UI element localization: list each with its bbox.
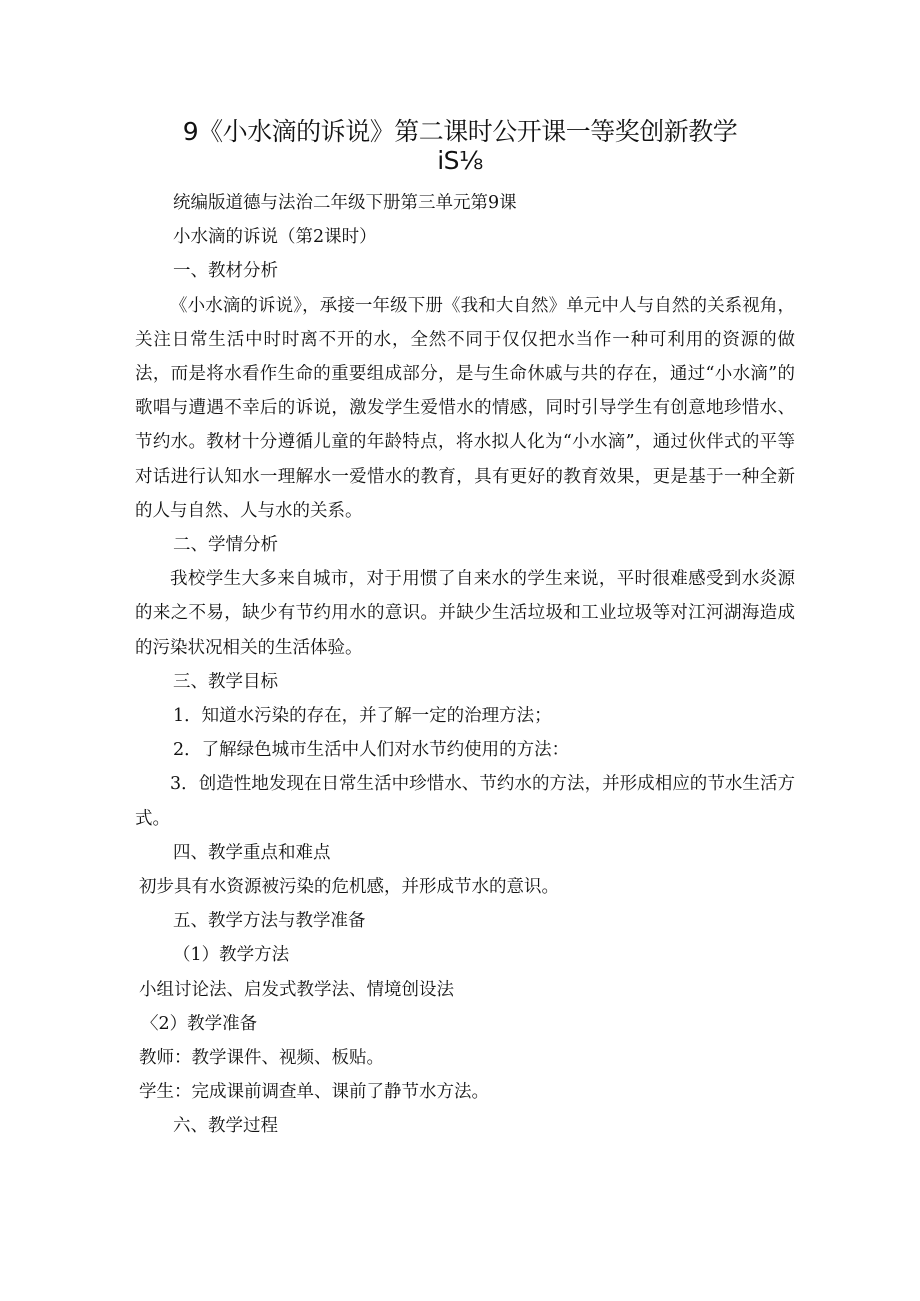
section-heading-student-analysis: 二、学情分析	[173, 535, 278, 556]
teacher-preparation: 教师：教学课件、视频、板贴。	[139, 1048, 384, 1069]
goal-item-1: 1．知道水污染的存在，并了解一定的治理方法；	[173, 706, 552, 727]
section-heading-methods: 五、教学方法与教学准备	[173, 911, 366, 932]
paragraph-teaching-methods: 小组讨论法、启发式教学法、情境创设法	[139, 979, 454, 1000]
section-heading-teaching-process: 六、教学过程	[173, 1116, 278, 1137]
paragraph-key-points: 初步具有水资源被污染的危机感，并形成节水的意识。	[139, 877, 559, 898]
document-body	[135, 186, 795, 1144]
section-heading-teaching-goals: 三、教学目标	[173, 671, 278, 692]
paragraph-student-analysis: 我校学生大多来自城市，对于用惯了自来水的学生来说，平时很难感受到水炎源的来之不易，缺少有节约用水的意识。并缺少生活垃圾和工业垃圾等对江河湖海造成的污染状况相关的生活体验。	[135, 569, 795, 658]
paragraph-textbook-analysis: 《小水滴的诉说》，承接一年级下册《我和大自然》单元中人与自然的关系视角，关注日常生活中时时离不开的水，全然不同于仅仅把水当作一种可利用的资源的做法，而是将水看作生命的重要组成部分，是与生命休戚与共的存在，通过“小水滴”的歌唱与遭遇不幸后的诉说，激发学生爱惜水的情感，同时引导学生有创意地珍惜水、节约水。教材十分遵循儿童的年龄特点，将水拟人化为“小水滴”，通过伙伴式的平等对话进行认知水一理解水一爱惜水的教育，具有更好的教育效果，更是基于一种全新的人与自然、人与水的关系。	[135, 295, 795, 521]
student-preparation: 学生：完成课前调查单、课前了静节水方法。	[139, 1082, 489, 1103]
goal-item-3: 3．创造性地发现在日常生活中珍惜水、节约水的方法，并形成相应的节水生活方式。	[135, 774, 795, 829]
section-heading-key-points: 四、教学重点和难点	[173, 842, 331, 863]
lesson-title: 小水滴的诉说（第2课时）	[173, 227, 377, 248]
document-title-line-2: iS⅛	[437, 146, 483, 175]
section-heading-textbook-analysis: 一、教材分析	[173, 261, 278, 282]
goal-item-2: 2．了解绿色城市生活中人们对水节约使用的方法：	[173, 740, 570, 761]
subheading-teaching-methods: （1）教学方法	[173, 945, 290, 966]
document-title-line-1: 9《小水滴的诉说》第二课时公开课一等奖创新教学	[182, 117, 738, 146]
book-info: 统编版道德与法治二年级下册第三单元第9课	[173, 193, 517, 213]
subheading-teaching-preparation: 〈2）教学准备	[141, 1013, 258, 1034]
